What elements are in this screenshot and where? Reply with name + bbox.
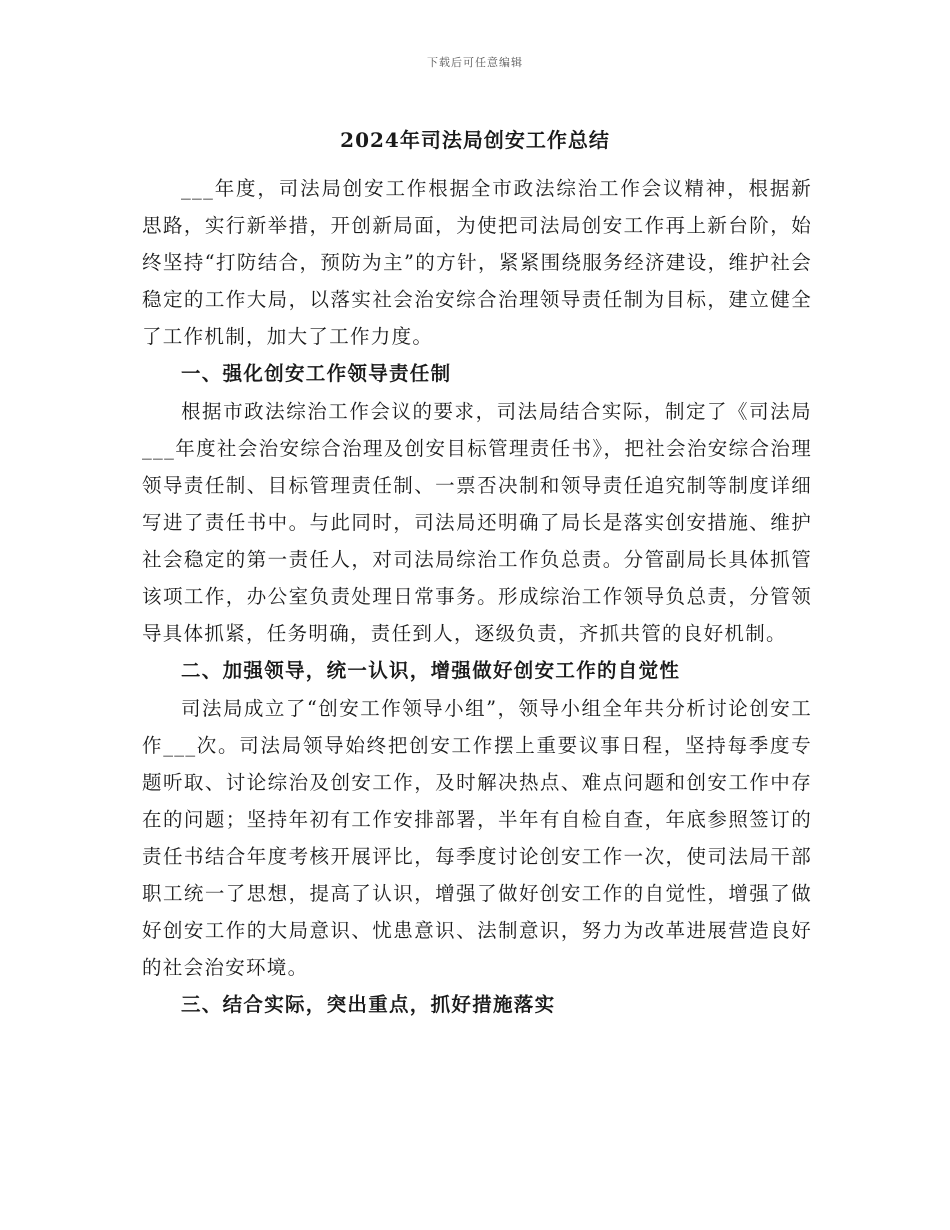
- section-heading-2: 二、加强领导，统一认识，增强做好创安工作的自觉性: [181, 659, 681, 682]
- section-heading-1: 一、强化创安工作领导责任制: [181, 362, 452, 385]
- section-heading-3: 三、结合实际，突出重点，抓好措施落实: [181, 993, 556, 1016]
- page-header-note: 下载后可任意编辑: [427, 56, 523, 69]
- section-body-2: 司法局成立了“创安工作领导小组”，领导小组全年共分析讨论创安工作___次。司法局领导始终把创安工作摆上重要议事日程，坚持每季度专题听取、讨论综治及创安工作，及时解决热点、难点问题和创安工作中存在的问题；坚持年初有工作安排部署，半年有自检自查，年底参照签订的责任书结合年度考核开展评比，每季度讨论创安工作一次，使司法局干部职工统一了思想，提高了认识，增强了做好创安工作的自觉性，增强了做好创安工作的大局意识、忧患意识、法制意识，努力为改革进展营造良好的社会治安环境。: [142, 697, 812, 979]
- intro-paragraph: ___年度，司法局创安工作根据全市政法综治工作会议精神，根据新思路，实行新举措，开创新局面，为使把司法局创安工作再上新台阶，始终坚持“打防结合，预防为主”的方针，紧紧围绕服务经济建设，维护社会稳定的工作大局，以落实社会治安综合治理领导责任制为目标，建立健全了工作机制，加大了工作力度。: [142, 177, 812, 348]
- section-body-1: 根据市政法综治工作会议的要求，司法局结合实际，制定了《司法局___年度社会治安综合治理及创安目标管理责任书》，把社会治安综合治理领导责任制、目标管理责任制、一票否决制和领导责任追究制等制度详细写进了责任书中。与此同时，司法局还明确了局长是落实创安措施、维护社会稳定的第一责任人，对司法局综治工作负总责。分管副局长具体抓管该项工作，办公室负责处理日常事务。形成综治工作领导负总责，分管领导具体抓紧，任务明确，责任到人，逐级负责，齐抓共管的良好机制。: [142, 400, 812, 645]
- document-body: [142, 170, 812, 1024]
- document-title: 2024年司法局创安工作总结: [340, 128, 610, 152]
